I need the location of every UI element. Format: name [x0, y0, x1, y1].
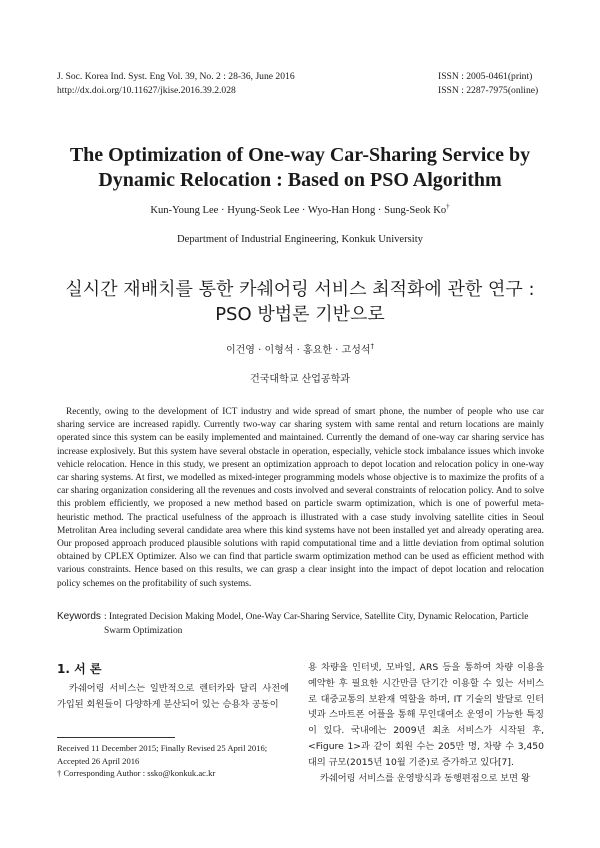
doi-link[interactable]: http://dx.doi.org/10.11627/jkise.2016.39.2.028 [57, 85, 236, 96]
abstract: Recently, owing to the development of ICT industry and wide spread of smart phone, the number of people who use car sharing service are increased rapidly. Currently two-way car sharing system with same rental and return locations are mainly operated since this system can be easily implemented and maintained. Currently the demand of one-way car sharing service has increase explosively. But this system have several obstacle in operation, especially, vehicle stock imbalance issues which invoke vehicle relocation. Hence in this study, we present an optimization approach to depot location and relocation policy in one-way car sharing systems. At first, we modelled as mixed-integer programming models whose objective is to maximize the profits of a car sharing organization considering all the revenues and costs involved and several constraints of relocation policy. And to solve this problem efficiently, we proposed a new method based on particle swarm optimization, which is one of powerful meta-heuristic method. The practical usefulness of the approach is illustrated with a case study involving satellite cities in Seoul Metrolitan Area including several candidate area where this kind systems have not been installed yet and already operating area. Our proposed approach produced plausible solutions with rapid computational time and a little deviation from optimal solution obtained by CPLEX Optimizer. Also we can find that particle swarm optimization method can be used as efficient method with various constraints. Hence based on this results, we can grasp a clear insight into the impact of depot location and relocation policy schemes on the profitability of such systems. [57, 407, 544, 589]
intro-paragraph-right-2: 카쉐어링 서비스를 운영방식과 동행편점으로 보면 왕 [320, 772, 530, 784]
author-names-korean: 이건영 · 이형석 · 홍요한 · 고성석 [225, 345, 371, 356]
authors-english [40, 202, 560, 216]
issn-online: ISSN : 2287-7975(online) [438, 85, 539, 96]
footnotes [57, 742, 289, 780]
affiliation-english: Department of Industrial Engineering, Konkuk University [177, 234, 423, 245]
issn-block [438, 70, 538, 98]
title-korean [40, 277, 560, 327]
body-column-left [57, 681, 289, 713]
corresponding-author: † Corresponding Author : ssko@konkuk.ac.kr [57, 768, 216, 778]
title-english [40, 143, 560, 193]
accepted-date: Accepted 26 April 2016 [57, 755, 140, 766]
corresponding-mark: † [446, 202, 450, 211]
keywords-text: : Integrated Decision Making Model, One-Way Car-Sharing Service, Satellite City, Dynamic Relocation, Particle Swarm Optimization [104, 612, 529, 636]
title-english-line1: The Optimization of One-way Car-Sharing Service by [69, 144, 531, 166]
intro-paragraph-right-1: 용 차량을 인터넷, 모바일, ARS 등을 통하여 차량 이용을 예약한 후 필요한 시간만큼 단기간 이용할 수 있는 서비스로 대중교통의 보완재 역할을 하며, IT 기술의 발달로 인터넷과 스마트폰 어플을 통해 무인대여소 운영이 가능한 특징이 있다. 국내에는 2009년 최초 서비스가 시작된 후, <Figure 1>과 같이 회원 수는 205만 명, 차량 수 3,450대의 규모(2015년 10월 기준)로 증가하고 있다[7]. [308, 662, 544, 768]
title-korean-line2: PSO 방법론 기반으로 [215, 304, 385, 325]
keywords-label: Keywords [57, 611, 101, 622]
footnote-divider [57, 737, 175, 738]
affiliation-korean: 건국대학교 산업공학과 [250, 374, 350, 385]
authors-korean [40, 341, 560, 356]
received-date: Received 11 December 2015; Finally Revised 25 April 2016; [57, 743, 268, 753]
section-heading-introduction: 1. 서 론 [57, 662, 102, 676]
title-korean-line1: 실시간 재배치를 통한 카쉐어링 서비스 최적화에 관한 연구 : [65, 279, 535, 300]
author-names-english: Kun-Young Lee · Hyung-Seok Lee · Wyo-Han Hong · Sung-Seok Ko [150, 205, 447, 216]
journal-citation: J. Soc. Korea Ind. Syst. Eng Vol. 39, No. 2 : 28-36, June 2016 [57, 71, 295, 82]
title-english-line2: Dynamic Relocation : Based on PSO Algorithm [98, 169, 502, 191]
corresponding-mark-korean: † [370, 342, 375, 351]
journal-header [57, 70, 295, 98]
intro-paragraph-left: 카쉐어링 서비스는 일반적으로 렌터카와 달리 사전에 가입된 회원들이 다양하게 분산되어 있는 승용차 공동이 [57, 683, 289, 710]
issn-print: ISSN : 2005-0461(print) [438, 71, 533, 82]
body-column-right [308, 660, 544, 786]
